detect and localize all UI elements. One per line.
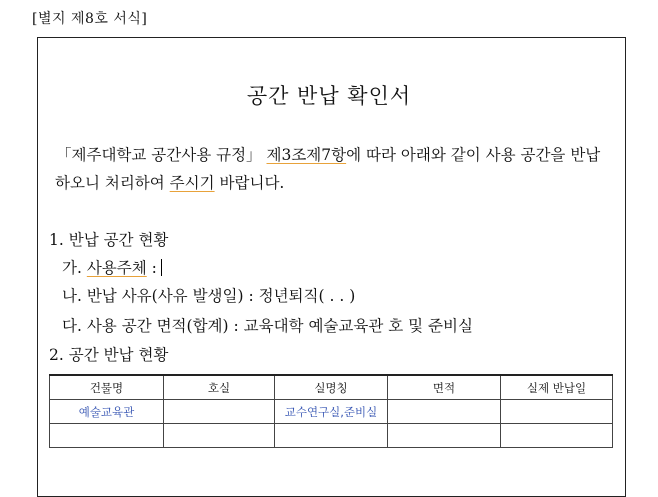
table-cell[interactable] — [501, 400, 613, 424]
table-cell[interactable] — [388, 424, 501, 448]
item-a-label: 사용주체 — [86, 259, 147, 277]
intro-line-2-suffix: 바랍니다. — [214, 174, 285, 192]
table-row — [50, 400, 613, 424]
intro-underlined-word: 주시기 — [169, 174, 215, 192]
item-b-label: 나. 반납 사유(사유 발생일) : — [62, 287, 259, 305]
text-cursor — [161, 259, 163, 276]
form-label: [별지 제8호 서식] — [32, 11, 148, 27]
table-cell[interactable] — [275, 424, 388, 448]
item-space-area — [62, 314, 473, 336]
table-cell[interactable]: 교수연구실,준비실 — [275, 400, 388, 424]
intro-line-1 — [56, 143, 626, 165]
header-room-name: 실명칭 — [275, 375, 388, 400]
regulation-reference: 제3조제7항 — [266, 146, 347, 164]
intro-line-2-prefix: 하오니 처리하여 — [55, 174, 170, 192]
intro-line-1-prefix: 「제주대학교 공간사용 규정」 — [56, 146, 267, 164]
return-reason-value[interactable]: 정년퇴직 — [258, 287, 319, 305]
item-a-prefix: 가. — [62, 259, 87, 277]
return-status-table — [49, 374, 613, 448]
document-title: 공간 반납 확인서 — [246, 84, 412, 108]
table-cell[interactable] — [388, 400, 501, 424]
table-cell[interactable] — [164, 400, 275, 424]
table-cell[interactable] — [501, 424, 613, 448]
section-2-heading: 2. 공간 반납 현황 — [49, 346, 169, 364]
intro-line-1-suffix: 에 따라 아래와 같이 사용 공간을 반납 — [346, 146, 601, 164]
header-area: 면적 — [388, 375, 501, 400]
item-a-colon: : — [146, 259, 157, 277]
item-c-label: 다. 사용 공간 면적(합계) : — [62, 317, 244, 335]
intro-line-2 — [55, 171, 625, 193]
header-building: 건물명 — [50, 375, 164, 400]
item-return-reason — [62, 284, 355, 306]
section-1-heading: 1. 반납 공간 현황 — [49, 231, 169, 249]
table-row — [50, 424, 613, 448]
table-cell[interactable] — [50, 424, 164, 448]
header-room-number: 호실 — [164, 375, 275, 400]
space-area-value[interactable]: 교육대학 예술교육관 호 및 준비실 — [243, 317, 473, 335]
item-user-entity — [62, 256, 162, 278]
header-actual-return-date: 실제 반납일 — [501, 375, 613, 400]
table-cell[interactable]: 예술교육관 — [50, 400, 164, 424]
return-date-field[interactable]: ( . . ) — [318, 287, 356, 305]
table-header-row — [50, 375, 613, 400]
table-cell[interactable] — [164, 424, 275, 448]
